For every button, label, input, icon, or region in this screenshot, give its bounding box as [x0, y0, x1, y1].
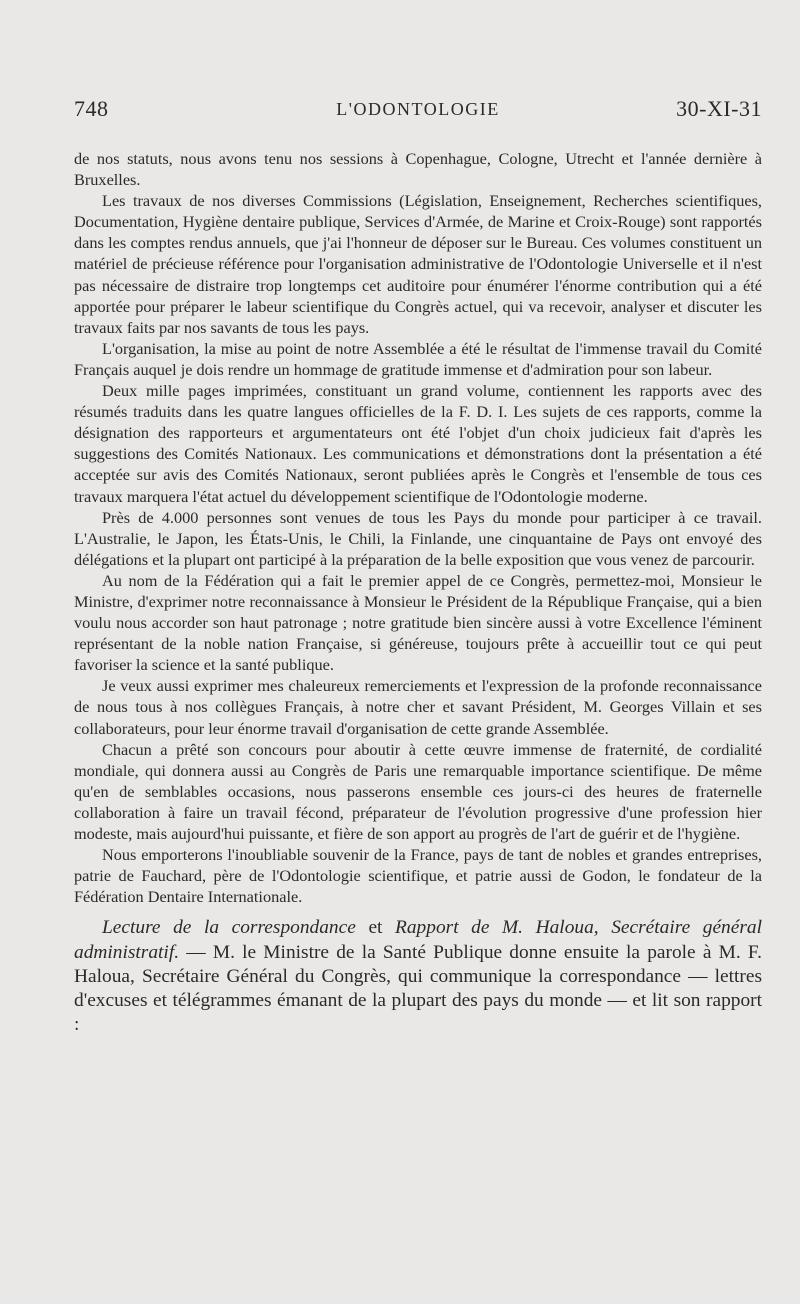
- session-text: — M. le Ministre de la Santé Publique donne ensuite la parole à M. F. Haloua, Secrétaire Général du Congrès, qui communique la correspondance — lettres d'excuses et télégrammes émanant de la plupart des pays du monde — et lit son rapport :: [74, 941, 762, 1036]
- section-heading-correspondence: Lecture de la correspondance: [102, 917, 356, 939]
- paragraph-5: Près de 4.000 personnes sont venues de tous les Pays du monde pour participer à ce travail. L'Australie, le Japon, les États-Unis, le Chili, la Finlande, une cinquantaine de Pays ont envoyé des délégations et la plupart ont participé à la préparation de la belle exposition que vous venez de parcourir.: [74, 507, 762, 569]
- paragraph-1: de nos statuts, nous avons tenu nos sessions à Copenhague, Cologne, Utrecht et l'année dernière à Bruxelles.: [74, 149, 762, 190]
- issue-date: 30-XI-31: [676, 96, 762, 121]
- paragraph-2: Les travaux de nos diverses Commissions (Législation, Enseignement, Recherches scientifiques, Documentation, Hygiène dentaire publique, Services d'Armée, de Marine et Croix-Rouge) sont rapportés dans les comptes rendus annuels, que j'ai l'honneur de déposer sur le Bureau. Ces volumes constituent un matériel de précieuse référence pour l'organisation administrative de l'Odontologie Universelle et il n'est pas nécessaire de distraire trop longtemps cet auditoire pour énumérer l'énorme contribution qui a été apportée pour préparer le labeur scientifique du Congrès actuel, qui va recevoir, analyser et discuter les travaux faits par nos savants de tous les pays.: [74, 191, 762, 337]
- page-body: [74, 148, 762, 1037]
- page-header: [74, 96, 762, 126]
- section-heading-report: Rapport de M. Haloua, Secrétaire général administratif.: [74, 917, 762, 963]
- paragraph-4: Deux mille pages imprimées, constituant un grand volume, contiennent les rapports avec des résumés traduits dans les quatre langues officielles de la F. D. I. Les sujets de ces rapports, comme la désignation des rapporteurs et argumentateurs ont été l'objet d'un choix judicieux fait d'après les suggestions des Comités Nationaux. Les communications et démonstrations dont la présentation a été acceptée sur avis des Comités Nationaux, seront publiées après le Congrès et l'ensemble de tous ces travaux marquera l'état actuel du développement scientifique de l'Odontologie moderne.: [74, 381, 762, 506]
- session-paragraph: [74, 916, 762, 1037]
- connector-text: et: [355, 917, 396, 939]
- running-title: L'ODONTOLOGIE: [336, 99, 500, 119]
- paragraph-6: Au nom de la Fédération qui a fait le premier appel de ce Congrès, permettez-moi, Monsieur le Ministre, d'exprimer notre reconnaissance à Monsieur le Président de la République Française, qui a bien voulu nous accorder son haut patronage ; notre gratitude bien sincère aussi à votre Excellence l'éminent représentant de la noble nation Française, si généreuse, toujours prête à accueillir tout ce qui peut favoriser la science et la santé publique.: [74, 570, 762, 675]
- paragraph-7: Je veux aussi exprimer mes chaleureux remerciements et l'expression de la profonde reconnaissance de nous tous à nos collègues Français, à notre cher et savant Président, M. Georges Villain et ses collaborateurs, pour leur énorme travail d'organisation de cette grande Assemblée.: [74, 676, 762, 738]
- paragraph-9: Nous emporterons l'inoubliable souvenir de la France, pays de tant de nobles et grandes entreprises, patrie de Fauchard, père de l'Odontologie scientifique, et patrie aussi de Godon, le fondateur de la Fédération Dentaire Internationale.: [74, 845, 762, 907]
- paragraph-3: L'organisation, la mise au point de notre Assemblée a été le résultat de l'immense travail du Comité Français auquel je dois rendre un hommage de gratitude immense et d'admiration pour son labeur.: [74, 338, 762, 379]
- paragraph-8: Chacun a prêté son concours pour aboutir à cette œuvre immense de fraternité, de cordialité mondiale, qui donnera aussi au Congrès de Paris une remarquable importance scientifique. De même qu'en de semblables occasions, nous passerons ensemble ces jours-ci des heures de fraternelle collaboration à faire un travail fécond, préparateur de l'évolution progressive d'une profession hier modeste, mais aujourd'hui puissante, et fière de son apport au progrès de l'art de guérir et de l'hygiène.: [74, 739, 762, 843]
- page-number: 748: [74, 96, 109, 121]
